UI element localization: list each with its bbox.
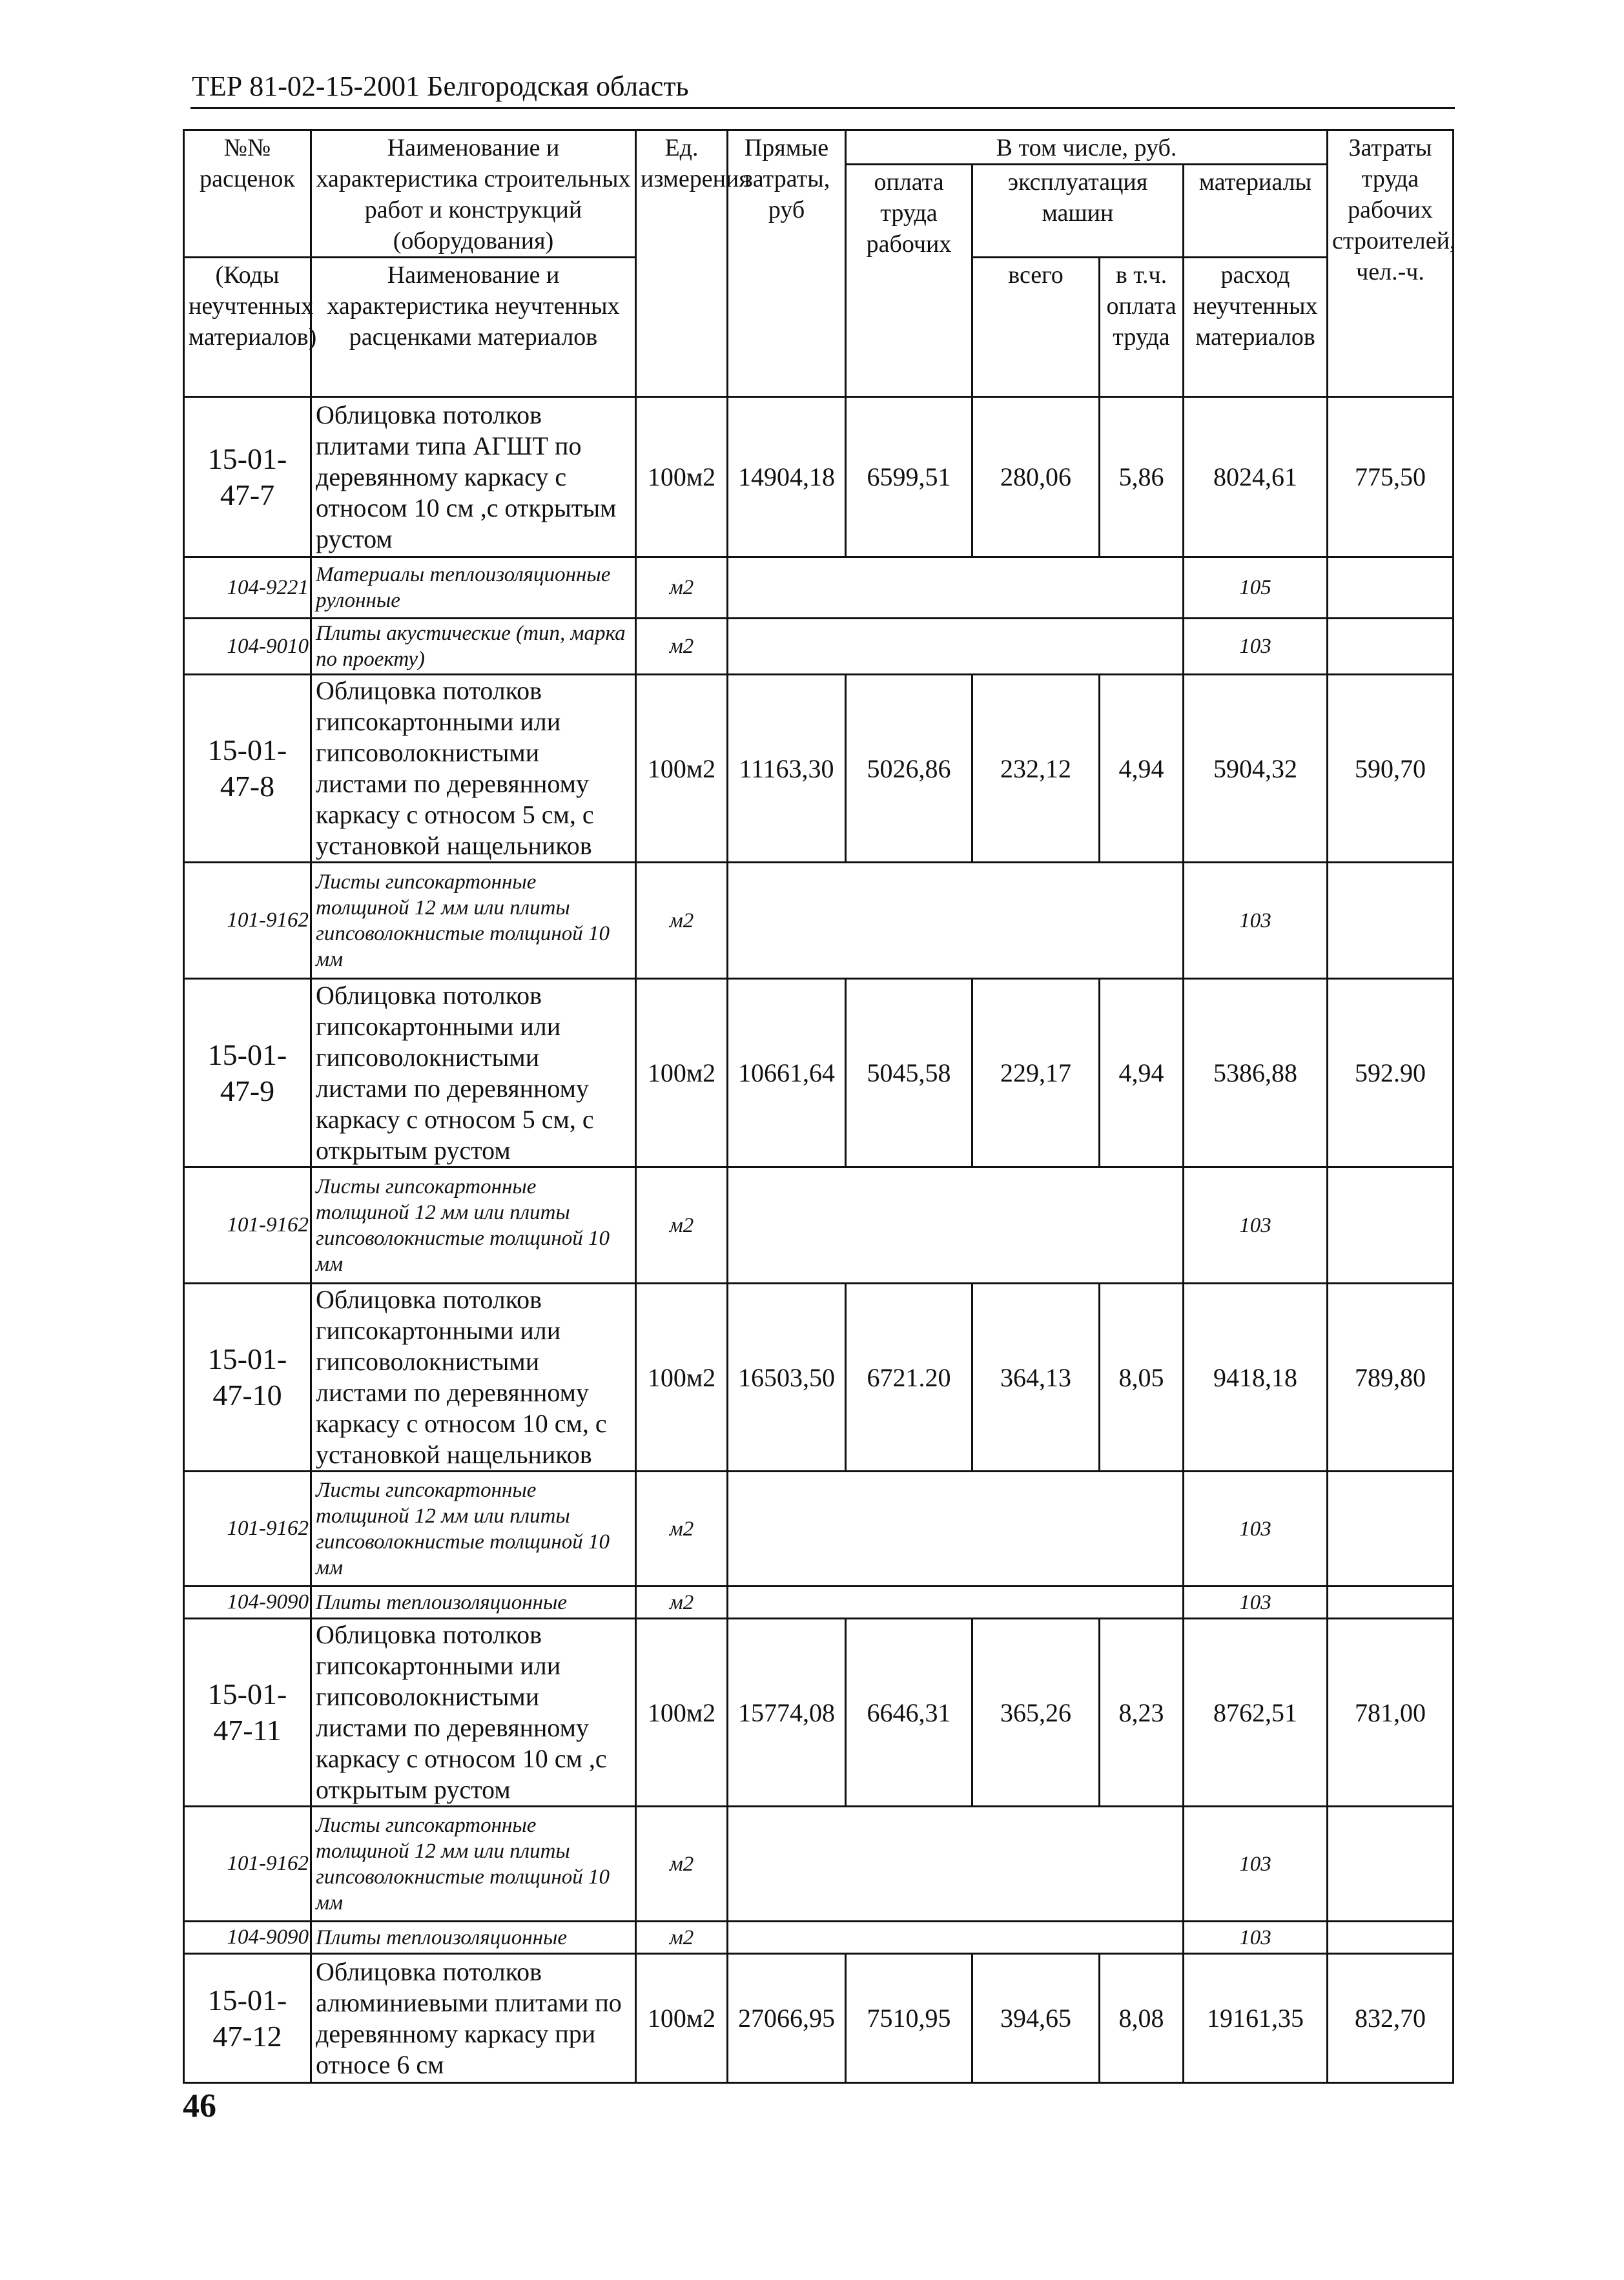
material-description: Листы гипсокартонные толщиной 12 мм или плиты гипсоволокнистые толщиной 10 мм [311, 1167, 636, 1284]
col-header-materials: материалы [1184, 165, 1328, 258]
wages: 6646,31 [846, 1619, 972, 1807]
unit: м2 [636, 1922, 728, 1954]
labor-costs: 590,70 [1328, 675, 1454, 863]
material-quantity: 103 [1184, 1472, 1328, 1587]
machines-wages: 8,08 [1100, 1954, 1184, 2083]
material-quantity: 105 [1184, 557, 1328, 619]
machines-total: 394,65 [972, 1954, 1100, 2083]
wages: 7510,95 [846, 1954, 972, 2083]
rates-table [183, 129, 1454, 2084]
material-code: 101-9162 [184, 863, 311, 979]
work-description: Облицовка потолков гипсокартонными или гипсоволокнистыми листами по деревянному каркасу с относом 5 см, с установкой нащельников [311, 675, 636, 863]
labor-costs: 592.90 [1328, 979, 1454, 1167]
col-header-name: Наименование и характеристика строительных работ и конструкций (оборудования) [311, 130, 636, 258]
direct-costs: 15774,08 [728, 1619, 846, 1807]
unit: м2 [636, 619, 728, 675]
wages: 5045,58 [846, 979, 972, 1167]
material-description: Листы гипсокартонные толщиной 12 мм или плиты гипсоволокнистые толщиной 10 мм [311, 1472, 636, 1587]
material-code: 104-9010 [184, 619, 311, 675]
table-row [184, 1619, 1454, 1807]
col-header-consumption: расход неучтенных материалов [1184, 258, 1328, 397]
unit: 100м2 [636, 675, 728, 863]
material-description: Плиты теплоизоляционные [311, 1587, 636, 1619]
direct-costs: 10661,64 [728, 979, 846, 1167]
material-quantity: 103 [1184, 863, 1328, 979]
col-header-machines-wages: в т.ч. оплата труда [1100, 258, 1184, 397]
material-code: 101-9162 [184, 1807, 311, 1922]
page-number: 46 [183, 2088, 216, 2124]
table-row [184, 1807, 1454, 1922]
unit: 100м2 [636, 1284, 728, 1472]
materials: 8024,61 [1184, 397, 1328, 557]
wages: 6721.20 [846, 1284, 972, 1472]
labor-costs: 832,70 [1328, 1954, 1454, 2083]
rate-code: 15-01-47-7 [184, 397, 311, 557]
labor-costs: 775,50 [1328, 397, 1454, 557]
rate-code: 15-01-47-9 [184, 979, 311, 1167]
unit: м2 [636, 863, 728, 979]
table-row [184, 1922, 1454, 1954]
materials: 8762,51 [1184, 1619, 1328, 1807]
material-quantity: 103 [1184, 1807, 1328, 1922]
materials: 5904,32 [1184, 675, 1328, 863]
material-description: Плиты акустические (тип, марка по проекту) [311, 619, 636, 675]
table-row [184, 1284, 1454, 1472]
col-header-direct: Прямые затраты, руб [728, 130, 846, 397]
col-header-labor: Затраты труда рабочих строителей, чел.-ч. [1328, 130, 1454, 397]
labor-costs: 789,80 [1328, 1284, 1454, 1472]
col-header-name2: Наименование и характеристика неучтенных расценками материалов [311, 258, 636, 397]
material-quantity: 103 [1184, 1922, 1328, 1954]
header-rule [190, 107, 1455, 109]
col-header-codes: (Коды неучтенных материалов) [184, 258, 311, 397]
work-description: Облицовка потолков плитами типа АГШТ по деревянному каркасу с относом 10 см ,с открытым рустом [311, 397, 636, 557]
direct-costs: 16503,50 [728, 1284, 846, 1472]
table-row [184, 1472, 1454, 1587]
material-code: 101-9162 [184, 1472, 311, 1587]
page-header-title: ТЕР 81-02-15-2001 Белгородская область [192, 70, 689, 102]
col-header-including: В том числе, руб. [846, 130, 1328, 165]
machines-total: 364,13 [972, 1284, 1100, 1472]
material-code: 104-9090 [184, 1587, 311, 1619]
table-row [184, 1954, 1454, 2083]
machines-wages: 8,05 [1100, 1284, 1184, 1472]
labor-costs: 781,00 [1328, 1619, 1454, 1807]
table-row [184, 619, 1454, 675]
machines-wages: 8,23 [1100, 1619, 1184, 1807]
material-description: Листы гипсокартонные толщиной 12 мм или плиты гипсоволокнистые толщиной 10 мм [311, 1807, 636, 1922]
col-header-machines-total: всего [972, 258, 1100, 397]
unit: м2 [636, 1807, 728, 1922]
machines-wages: 5,86 [1100, 397, 1184, 557]
machines-wages: 4,94 [1100, 979, 1184, 1167]
table-row [184, 1587, 1454, 1619]
wages: 6599,51 [846, 397, 972, 557]
rate-code: 15-01-47-12 [184, 1954, 311, 2083]
table-row [184, 557, 1454, 619]
unit: м2 [636, 1587, 728, 1619]
work-description: Облицовка потолков гипсокартонными или гипсоволокнистыми листами по деревянному каркасу с относом 10 см ,с открытым рустом [311, 1619, 636, 1807]
work-description: Облицовка потолков гипсокартонными или гипсоволокнистыми листами по деревянному каркасу с относом 5 см, с открытым рустом [311, 979, 636, 1167]
material-quantity: 103 [1184, 1167, 1328, 1284]
work-description: Облицовка потолков гипсокартонными или гипсоволокнистыми листами по деревянному каркасу с относом 10 см, с установкой нащельников [311, 1284, 636, 1472]
table-row [184, 979, 1454, 1167]
material-code: 104-9090 [184, 1922, 311, 1954]
machines-total: 232,12 [972, 675, 1100, 863]
unit: 100м2 [636, 397, 728, 557]
material-code: 101-9162 [184, 1167, 311, 1284]
rate-code: 15-01-47-10 [184, 1284, 311, 1472]
material-code: 104-9221 [184, 557, 311, 619]
unit: м2 [636, 557, 728, 619]
wages: 5026,86 [846, 675, 972, 863]
material-description: Листы гипсокартонные толщиной 12 мм или плиты гипсоволокнистые толщиной 10 мм [311, 863, 636, 979]
table-row [184, 863, 1454, 979]
machines-total: 365,26 [972, 1619, 1100, 1807]
rate-code: 15-01-47-8 [184, 675, 311, 863]
machines-total: 280,06 [972, 397, 1100, 557]
col-header-machines: эксплуатация машин [972, 165, 1184, 258]
unit: 100м2 [636, 1619, 728, 1807]
materials: 9418,18 [1184, 1284, 1328, 1472]
material-description: Плиты теплоизоляционные [311, 1922, 636, 1954]
work-description: Облицовка потолков алюминиевыми плитами по деревянному каркасу при относе 6 см [311, 1954, 636, 2083]
direct-costs: 11163,30 [728, 675, 846, 863]
col-header-unit: Ед. измерения [636, 130, 728, 397]
material-description: Материалы теплоизоляционные рулонные [311, 557, 636, 619]
direct-costs: 14904,18 [728, 397, 846, 557]
material-quantity: 103 [1184, 1587, 1328, 1619]
table-row [184, 675, 1454, 863]
unit: 100м2 [636, 1954, 728, 2083]
material-quantity: 103 [1184, 619, 1328, 675]
unit: 100м2 [636, 979, 728, 1167]
machines-total: 229,17 [972, 979, 1100, 1167]
direct-costs: 27066,95 [728, 1954, 846, 2083]
table-row [184, 1167, 1454, 1284]
materials: 5386,88 [1184, 979, 1328, 1167]
rate-code: 15-01-47-11 [184, 1619, 311, 1807]
unit: м2 [636, 1167, 728, 1284]
table-row [184, 397, 1454, 557]
col-header-num: №№ расценок [184, 130, 311, 258]
materials: 19161,35 [1184, 1954, 1328, 2083]
machines-wages: 4,94 [1100, 675, 1184, 863]
col-header-wages: оплата труда рабочих [846, 165, 972, 397]
unit: м2 [636, 1472, 728, 1587]
